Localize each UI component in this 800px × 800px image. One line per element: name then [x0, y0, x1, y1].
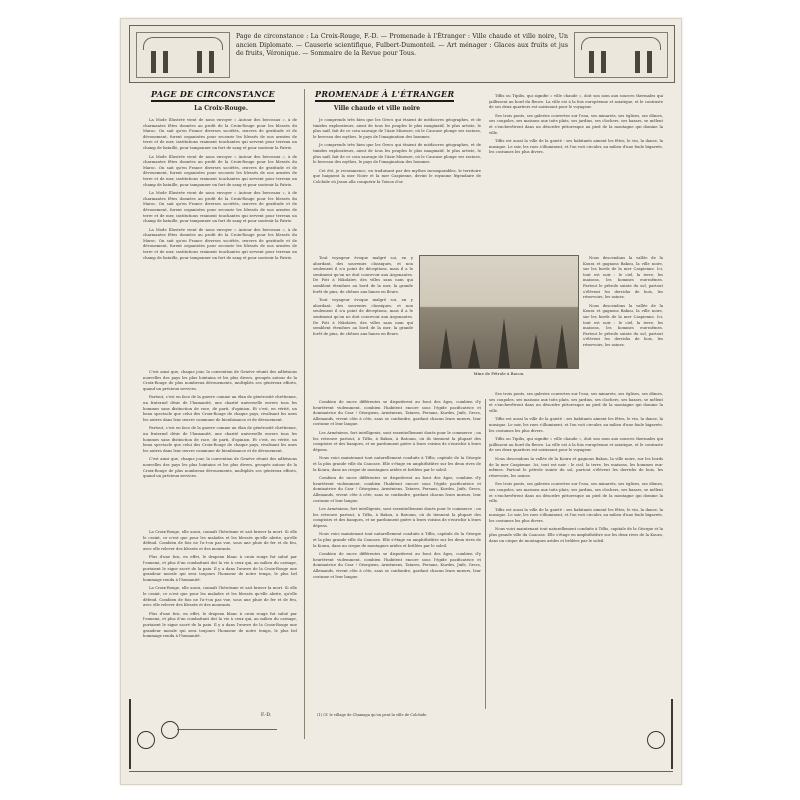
paragraph: Plus d'une fois, en effet, le drapeau blanc à croix rouge fut salué par l'ennemi, et plus d'un combattant dut la vie à ceux qui, au milieu du carnage, portaient le signe sacré de la paix. Il y a dans l'œuvre de la Croix-Rouge une grandeur morale qui sera toujours l'honneur de notre temps, le plus bel hommage rendu à l'humanité.: [143, 554, 297, 582]
right-ornament: [574, 32, 668, 78]
paragraph: Les Arméniens, fort intelligents, sont essentiellement doués pour le commerce ; on les retrouve partout, à Tiflis, à Bakou, à Batoum, où ils tiennent la plupart des comptoirs et des banques, et ne pardonnent guère à leurs voisins de s'enrichir à leurs dépens.: [313, 429, 481, 452]
oil-derricks-illustration: [419, 255, 579, 369]
column-ornament: [209, 51, 214, 73]
flourish-ornament: [137, 731, 155, 749]
paragraph: Combien de races différentes se disputèrent au bout des âges, combien d'y heurtèrent violemment, combien l'habitent encore sous l'égide pacificatrice et dominatrice du Czar ! Géorgiens, Arméniens, Tatares, Persans, Kurdes, Juifs, Grecs, Allemands, vivent côte à côte, sans se confondre, gardant chacun leurs mœurs, leur costume et leur langue.: [313, 551, 481, 579]
illustration-caption: Mine de Pétrole à Bacou.: [473, 371, 525, 376]
issue-summary: Page de circonstance : La Croix-Rouge, F.-D. — Promenade à l'Étranger : Ville chaude et ville noire, Un ancien Diplomate. — Causerie scientifique, Fulbert-Dumonteil. — Art ménager : Glaces aux fruits et jus de fruits, Véronique. — Sommaire de la Revue pour Tous.: [236, 33, 568, 58]
left-ornament: [136, 32, 230, 78]
left-column-subtitle: La Croix-Rouge.: [194, 105, 248, 112]
paragraph: Combien de races différentes se disputèrent au bout des âges, combien d'y heurtèrent violemment, combien l'habitent encore sous l'égide pacificatrice et dominatrice du Czar ! Géorgiens, Arméniens, Tatares, Persans, Kurdes, Juifs, Grecs, Allemands, vivent côte à côte, sans se confondre, gardant chacun leurs mœurs, leur costume et leur langue.: [313, 475, 481, 503]
article-text-e: [313, 399, 481, 709]
bottom-border: [129, 771, 673, 772]
divider: [177, 729, 277, 730]
arch-ornament: [581, 37, 661, 50]
column-ornament: [635, 51, 640, 73]
left-column-text-top: [143, 117, 297, 357]
article-text-b: [489, 93, 663, 251]
paragraph: Ses trois ponts, ses galeries couvertes sur l'eau, ses minarets, ses églises, ses dômes, ses coupoles, ses maisons aux toits plats, ses jardins, ses clochers, ses bazars, se mêlent et s'enchevêtrent dans un désordre pittoresque au pied de la montagne qui domine la ville.: [489, 391, 663, 413]
column-separator: [304, 89, 305, 739]
left-column-title: PAGE DE CIRCONSTANCE: [151, 89, 275, 102]
article-text-c: [313, 255, 413, 395]
article-text-d: [583, 255, 663, 385]
column-ornament: [197, 51, 202, 73]
paragraph: Tiflis ou Tipilis, qui signifie « ville chaude », doit son nom aux sources thermales qui jaillissent au bord du fleuve. La ville est à la fois européenne et asiatique, et le contraste de ses deux quartiers est saisissant pour le voyageur.: [489, 436, 663, 453]
derrick-icon: [498, 318, 510, 368]
column-ornament: [151, 51, 156, 73]
paragraph: Cet été, je recommence, en traduisant par des mythes incomparables, le territoire que baignent la mer Noire et la mer Caspienne, devint le royaume légendaire de Colchide où Jason alla conquérir la Toison d'or.: [313, 167, 481, 184]
derrick-icon: [556, 324, 568, 368]
paragraph: Ses trois ponts, ses galeries couvertes sur l'eau, ses minarets, ses églises, ses dômes, ses coupoles, ses maisons aux toits plats, ses jardins, ses clochers, ses bazars, se mêlent et s'enchevêtrent dans un désordre pittoresque au pied de la montagne qui domine la ville.: [489, 112, 663, 135]
column-separator: [485, 399, 486, 709]
paragraph: Nous voici maintenant tout naturellement conduits à Tiflis, capitale de la Géorgie et la plus grande ville du Caucase. Elle s'étage en amphithéâtre sur les deux rives de la Koura, dans un cirque de montagnes arides et brûlées par le soleil.: [489, 526, 663, 543]
paragraph: La Mode Illustrée vient de nous envoyer « Autour des berceaux », à de charmantes fêtes données au profit de la Croix-Rouge pour les blessés du Maroc. On sait qu'en France diverses sociétés, œuvres de gratitude et de dévouement, furent organisées pour secourir les blessés de nos armées de terre et de mer, institutions vraiment touchantes qui servent pour terreau un champ de bataille, pour tamponner un fort de sang et pour soutenir la Patrie.: [143, 226, 297, 260]
paragraph: Nous voici maintenant tout naturellement conduits à Tiflis, capitale de la Géorgie et la plus grande ville du Caucase. Elle s'étage en amphithéâtre sur les deux rives de la Koura, dans un cirque de montagnes arides et brûlées par le soleil.: [313, 455, 481, 472]
paragraph: La Mode Illustrée vient de nous envoyer « Autour des berceaux », à de charmantes fêtes données au profit de la Croix-Rouge pour les blessés du Maroc. On sait qu'en France diverses sociétés, œuvres de gratitude et de dévouement, furent organisées pour secourir les blessés de nos armées de terre et de mer, institutions vraiment touchantes qui servent pour terreau un champ de bataille, pour tamponner un fort de sang et pour soutenir la Patrie.: [143, 117, 297, 150]
column-ornament: [647, 51, 652, 73]
paragraph: Partout, c'est en face de la guerre comme un élan de générosité chrétienne, un fraternel désir de l'humanité, une charité universelle envers tous les hommes sans distinction de race, de parti, d'opinion. Et c'est, en vérité, un beau spectacle que celui des Croix-Rouge de chaque pays, rivalisant les unes les autres dans leur œuvre commune de bienfaisance et de dévouement.: [143, 394, 297, 422]
paragraph: Combien de races différentes se disputèrent au bout des âges, combien d'y heurtèrent violemment, combien l'habitent encore sous l'égide pacificatrice et dominatrice du Czar ! Géorgiens, Arméniens, Tatares, Persans, Kurdes, Juifs, Grecs, Allemands, vivent côte à côte, sans se confondre, gardant chacun leurs mœurs, leur costume et leur langue.: [313, 399, 481, 427]
newspaper-page: [120, 18, 682, 785]
article-text-f: [489, 391, 663, 709]
paragraph: Nous descendons la vallée de la Koura et gagnons Bakou, la ville noire, sur les bords de la mer Caspienne. Ici, tout est noir : le ciel, la terre, les maisons, les hommes eux-mêmes. Partout le pétrole suinte du sol, partout s'élèvent les derricks de bois, les réservoirs, les usines.: [583, 255, 663, 300]
paragraph: Ses trois ponts, ses galeries couvertes sur l'eau, ses minarets, ses églises, ses dômes, ses coupoles, ses maisons aux toits plats, ses jardins, ses clochers, ses bazars, se mêlent et s'enchevêtrent dans un désordre pittoresque au pied de la montagne qui domine la ville.: [489, 481, 663, 504]
flourish-ornament: [647, 731, 665, 749]
paragraph: Nous descendons la vallée de la Koura et gagnons Bakou, la ville noire, sur les bords de la mer Caspienne. Ici, tout est noir : le ciel, la terre, les maisons, les hommes eux-mêmes. Partout le pétrole suinte du sol, partout s'élèvent les derricks de bois, les réservoirs, les usines.: [583, 302, 663, 347]
left-column-text-bottom: [143, 529, 297, 709]
paragraph: C'est ainsi que, chaque jour, la convention de Genève réunit des adhésions nouvelles des pays les plus lointains et les plus divers, groupés autour de la Croix-Rouge de plus nombreux dévouements, multipliés ses généreux efforts, quand un précieux services.: [143, 456, 297, 479]
column-ornament: [163, 51, 168, 73]
paragraph: La Croix-Rouge, elle aussi, connaît l'héroïsme et sait braver la mort. Si elle le craint, ce n'est que pour les malades et les blessés qu'elle abrite, qu'elle défend. Combien de fois ne l'a-t-on pas vue, sous une pluie de fer et de feu, avec elle relever des blessés et des mourants.: [143, 529, 297, 551]
flourish-ornament: [161, 721, 179, 739]
paragraph: La Croix-Rouge, elle aussi, connaît l'héroïsme et sait braver la mort. Si elle le craint, ce n'est que pour les malades et les blessés qu'elle abrite, qu'elle défend. Combien de fois ne l'a-t-on pas vue, sous une pluie de fer et de feu, avec elle relever des blessés et des mourants.: [143, 585, 297, 608]
paragraph: Plus d'une fois, en effet, le drapeau blanc à croix rouge fut salué par l'ennemi, et plus d'un combattant dut la vie à ceux qui, au milieu du carnage, portaient le signe sacré de la paix. Il y a dans l'œuvre de la Croix-Rouge une grandeur morale qui sera toujours l'honneur de notre temps, le plus bel hommage rendu à l'humanité.: [143, 610, 297, 639]
paragraph: Tiflis est aussi la ville de la gaieté : ses habitants aiment les fêtes, le vin, la danse, la musique. Le soir, les rues s'illuminent, et l'on voit circuler, au milieu d'une foule bigarrée, les costumes les plus divers.: [489, 138, 663, 155]
article-text-a: [313, 117, 481, 251]
footnote: (1) Cf. le village de Chamaga qu'on peut la ville de Colchide.: [317, 713, 428, 717]
paragraph: C'est ainsi que, chaque jour, la convention de Genève réunit des adhésions nouvelles des pays les plus lointains et les plus divers, groupés autour de la Croix-Rouge de plus nombreux dévouements, multipliés ses généreux efforts, quand un précieux services.: [143, 369, 297, 391]
left-column-text-middle: [143, 369, 297, 519]
paragraph: La Mode Illustrée vient de nous envoyer « Autour des berceaux », à de charmantes fêtes données au profit de la Croix-Rouge pour les blessés du Maroc. On sait qu'en France diverses sociétés, œuvres de gratitude et de dévouement, furent organisées pour secourir les blessés de nos armées de terre et de mer, institutions vraiment touchantes qui servent pour terreau un champ de bataille, pour tamponner un fort de sang et pour soutenir la Patrie.: [143, 190, 297, 224]
paragraph: Tout voyageur évoque malgré soi, en y abordant, des souvenirs classiques, et non seulement il n'a point de déceptions, mais il a le sentiment qu'on ne doit concevoir aux Argonautes. De Poti à Nikolaïev, des villes sans nom qui semblent étendues au bord de la mer, la grande forêt de pins, de chênes aux lianes en fleurs.: [313, 297, 413, 336]
right-column-subtitle: Ville chaude et ville noire: [333, 105, 421, 112]
arch-ornament: [143, 37, 223, 50]
column-ornament: [589, 51, 594, 73]
vine-ornament: [671, 699, 673, 769]
derrick-icon: [440, 328, 452, 368]
signature: F.-D.: [261, 713, 272, 718]
paragraph: Nous voici maintenant tout naturellement conduits à Tiflis, capitale de la Géorgie et la plus grande ville du Caucase. Elle s'étage en amphithéâtre sur les deux rives de la Koura, dans un cirque de montagnes arides et brûlées par le soleil.: [313, 531, 481, 548]
right-column-title: PROMENADE À L'ÉTRANGER: [315, 89, 454, 102]
paragraph: Tiflis ou Tipilis, qui signifie « ville chaude », doit son nom aux sources thermales qui jaillissent au bord du fleuve. La ville est à la fois européenne et asiatique, et le contraste de ses deux quartiers est saisissant pour le voyageur.: [489, 93, 663, 110]
vine-ornament: [129, 699, 131, 769]
paragraph: Tiflis est aussi la ville de la gaieté : ses habitants aiment les fêtes, le vin, la danse, la musique. Le soir, les rues s'illuminent, et l'on voit circuler, au milieu d'une foule bigarrée, les costumes les plus divers.: [489, 416, 663, 433]
header-banner: [129, 25, 675, 83]
derrick-icon: [530, 334, 542, 368]
paragraph: Tiflis est aussi la ville de la gaieté : ses habitants aiment les fêtes, le vin, la danse, la musique. Le soir, les rues s'illuminent, et l'on voit circuler, au milieu d'une foule bigarrée, les costumes les plus divers.: [489, 506, 663, 523]
column-ornament: [601, 51, 606, 73]
paragraph: Je comprends très bien que les Grecs qui étaient de médiocres géographes, et de timides explorateurs, aient de tous les peuples le plus imaginatif, le plus artiste, le plus naïf, fait de ce coin sauvage de l'Asie Mineure, où le Caucase plonge ses racines, le berceau des mythes, le pays de l'imagination des hommes.: [313, 142, 481, 165]
paragraph: Tout voyageur évoque malgré soi, en y abordant, des souvenirs classiques, et non seulement il n'a point de déceptions, mais il a le sentiment qu'on ne doit concevoir aux Argonautes. De Poti à Nikolaïev, des villes sans nom qui semblent étendues au bord de la mer, la grande forêt de pins, de chênes aux lianes en fleurs.: [313, 255, 413, 294]
paragraph: Les Arméniens, fort intelligents, sont essentiellement doués pour le commerce ; on les retrouve partout, à Tiflis, à Bakou, à Batoum, où ils tiennent la plupart des comptoirs et des banques, et ne pardonnent guère à leurs voisins de s'enrichir à leurs dépens.: [313, 506, 481, 528]
paragraph: Partout, c'est en face de la guerre comme un élan de générosité chrétienne, un fraternel désir de l'humanité, une charité universelle envers tous les hommes sans distinction de race, de parti, d'opinion. Et c'est, en vérité, un beau spectacle que celui des Croix-Rouge de chaque pays, rivalisant les unes les autres dans leur œuvre commune de bienfaisance et de dévouement.: [143, 425, 297, 453]
paragraph: La Mode Illustrée vient de nous envoyer « Autour des berceaux », à de charmantes fêtes données au profit de la Croix-Rouge pour les blessés du Maroc. On sait qu'en France diverses sociétés, œuvres de gratitude et de dévouement, furent organisées pour secourir les blessés de nos armées de terre et de mer, institutions vraiment touchantes qui servent pour terreau un champ de bataille, pour tamponner un fort de sang et pour soutenir la Patrie.: [143, 153, 297, 187]
paragraph: Je comprends très bien que les Grecs qui étaient de médiocres géographes, et de timides explorateurs, aient de tous les peuples le plus imaginatif, le plus artiste, le plus naïf, fait de ce coin sauvage de l'Asie Mineure, où le Caucase plonge ses racines, le berceau des mythes, le pays de l'imagination des hommes.: [313, 117, 481, 139]
paragraph: Nous descendons la vallée de la Koura et gagnons Bakou, la ville noire, sur les bords de la mer Caspienne. Ici, tout est noir : le ciel, la terre, les maisons, les hommes eux-mêmes. Partout le pétrole suinte du sol, partout s'élèvent les derricks de bois, les réservoirs, les usines.: [489, 455, 663, 478]
derrick-icon: [468, 338, 480, 368]
